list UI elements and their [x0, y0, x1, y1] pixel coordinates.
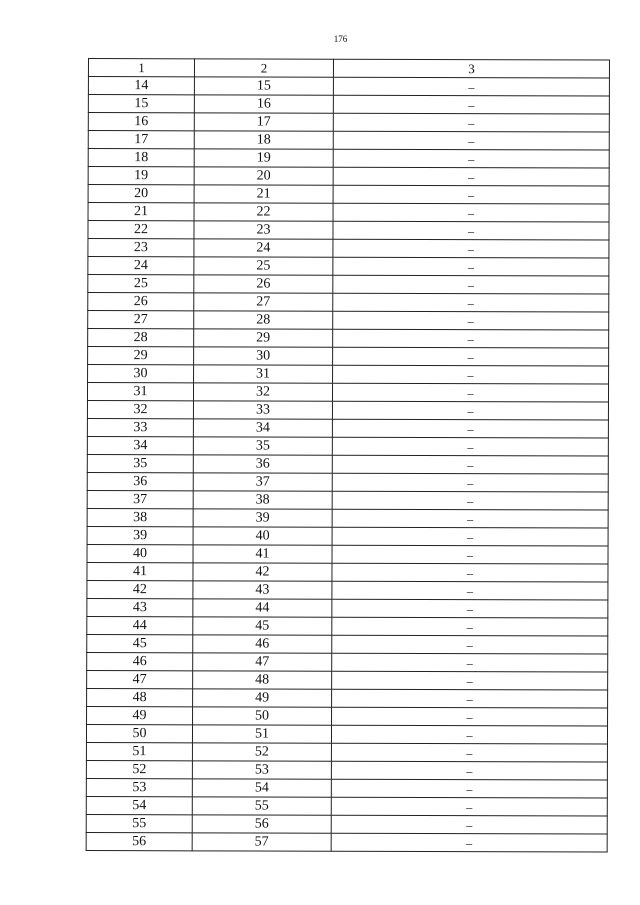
table-cell-col-1: 53: [86, 778, 192, 796]
table-cell-col-2: 40: [193, 527, 332, 545]
table-cell-col-2: 56: [192, 815, 331, 833]
table-row: [88, 203, 609, 223]
table-cell-col-1: 54: [86, 796, 192, 814]
table-cell-col-2: 22: [194, 203, 333, 221]
table-cell-col-1: 34: [87, 436, 193, 454]
table-cell-col-3: –: [333, 293, 609, 312]
table-cell-col-3: –: [333, 149, 609, 168]
table-row: [88, 239, 609, 259]
table-cell-col-2: 25: [194, 257, 333, 275]
table-cell-col-2: 17: [194, 113, 333, 131]
table-cell-col-3: –: [333, 365, 609, 384]
table-cell-col-2: 51: [192, 725, 331, 743]
table-row: [88, 167, 609, 187]
table-cell-col-3: –: [332, 599, 608, 618]
table-cell-col-2: 33: [193, 401, 332, 419]
table-row: [88, 293, 609, 313]
table-row: [87, 400, 608, 420]
table-row: [88, 185, 609, 205]
table-cell-col-1: 33: [87, 418, 193, 436]
table-cell-col-1: 47: [87, 670, 193, 688]
data-table: [86, 58, 610, 853]
table-row: [87, 706, 608, 726]
table-cell-col-2: 28: [194, 311, 333, 329]
table-row: [86, 814, 607, 834]
table-cell-col-2: 53: [192, 761, 331, 779]
column-header-2: 2: [194, 59, 333, 77]
table-row: [87, 562, 608, 582]
table-cell-col-2: 16: [194, 95, 333, 113]
table-cell-col-3: –: [332, 383, 608, 402]
table-cell-col-3: –: [331, 725, 607, 744]
table-cell-col-2: 34: [193, 419, 332, 437]
table-cell-col-2: 54: [192, 779, 331, 797]
table-cell-col-3: –: [332, 509, 608, 528]
table-cell-col-1: 16: [88, 113, 194, 131]
table-cell-col-3: –: [332, 563, 608, 582]
table-cell-col-3: –: [331, 797, 607, 816]
table-cell-col-1: 42: [87, 580, 193, 598]
table-cell-col-2: 21: [194, 185, 333, 203]
table-cell-col-2: 36: [193, 455, 332, 473]
table-cell-col-3: –: [333, 347, 609, 366]
table-cell-col-1: 27: [88, 311, 194, 329]
table-row: [86, 724, 607, 744]
table-cell-col-3: –: [331, 779, 607, 798]
table-row: [87, 383, 608, 403]
table-cell-col-3: –: [332, 491, 608, 510]
table-row: [87, 688, 608, 708]
table-cell-col-1: 50: [86, 724, 192, 742]
table-cell-col-2: 50: [193, 707, 332, 725]
table-cell-col-2: 48: [193, 671, 332, 689]
table-cell-col-1: 49: [87, 706, 193, 724]
table-cell-col-3: –: [333, 77, 609, 96]
table-cell-col-1: 44: [87, 616, 193, 634]
table-cell-col-3: –: [332, 671, 608, 690]
table-cell-col-2: 44: [193, 599, 332, 617]
table-row: [87, 526, 608, 546]
table-cell-col-3: –: [333, 185, 609, 204]
table-cell-col-1: 17: [88, 131, 194, 149]
table-cell-col-1: 32: [87, 400, 193, 418]
table-cell-col-3: –: [333, 131, 609, 150]
table-cell-col-3: –: [333, 239, 609, 258]
table-row: [87, 616, 608, 636]
table-cell-col-1: 55: [86, 814, 192, 832]
table-row: [88, 347, 609, 367]
table-cell-col-1: 41: [87, 562, 193, 580]
table-cell-col-3: –: [332, 707, 608, 726]
table-cell-col-2: 55: [192, 797, 331, 815]
table-cell-col-2: 15: [194, 77, 333, 95]
table-row: [88, 365, 609, 385]
table-cell-col-3: –: [332, 617, 608, 636]
table-cell-col-3: –: [332, 473, 608, 492]
table-row: [86, 778, 607, 798]
table-row: [88, 311, 609, 331]
table-body: [86, 77, 609, 853]
table-cell-col-3: –: [332, 527, 608, 546]
table-cell-col-1: 39: [87, 526, 193, 544]
page-number: 176: [333, 34, 348, 44]
table-cell-col-3: –: [332, 635, 608, 654]
table-cell-col-1: 28: [88, 329, 194, 347]
table-header-row: [88, 59, 609, 79]
table-cell-col-1: 24: [88, 257, 194, 275]
table-cell-col-3: –: [333, 203, 609, 222]
table-cell-col-2: 23: [194, 221, 333, 239]
table-cell-col-2: 19: [194, 149, 333, 167]
column-header-3: 3: [333, 59, 609, 78]
table-cell-col-3: –: [331, 743, 607, 762]
table-row: [88, 131, 609, 151]
table-row: [87, 670, 608, 690]
table-cell-col-1: 14: [88, 77, 194, 95]
table-cell-col-1: 25: [88, 275, 194, 293]
table-row: [87, 598, 608, 618]
table-cell-col-3: –: [333, 113, 609, 132]
table-cell-col-2: 37: [193, 473, 332, 491]
table-row: [86, 742, 607, 762]
table-cell-col-1: 40: [87, 544, 193, 562]
table-cell-col-2: 49: [193, 689, 332, 707]
table-cell-col-1: 15: [88, 95, 194, 113]
table-cell-col-2: 52: [192, 743, 331, 761]
table-cell-col-1: 45: [87, 634, 193, 652]
table-cell-col-2: 43: [193, 581, 332, 599]
table-cell-col-1: 36: [87, 472, 193, 490]
table-cell-col-1: 38: [87, 508, 193, 526]
table-row: [87, 418, 608, 438]
table-row: [88, 275, 609, 295]
table-row: [87, 652, 608, 672]
table-row: [86, 796, 607, 816]
table-cell-col-2: 39: [193, 509, 332, 527]
table-cell-col-3: –: [331, 815, 607, 834]
table-cell-col-3: –: [332, 437, 608, 456]
table-cell-col-1: 35: [87, 454, 193, 472]
table-cell-col-3: –: [332, 689, 608, 708]
table-cell-col-1: 18: [88, 149, 194, 167]
table-cell-col-2: 38: [193, 491, 332, 509]
table-cell-col-2: 29: [194, 329, 333, 347]
table-cell-col-1: 19: [88, 167, 194, 185]
table-cell-col-1: 37: [87, 490, 193, 508]
table-cell-col-2: 46: [193, 635, 332, 653]
table-cell-col-2: 26: [194, 275, 333, 293]
table-row: [87, 508, 608, 528]
table-cell-col-2: 31: [194, 365, 333, 383]
table-cell-col-1: 20: [88, 185, 194, 203]
table-row: [87, 580, 608, 600]
table-cell-col-3: –: [332, 545, 608, 564]
table-cell-col-1: 48: [87, 688, 193, 706]
table-cell-col-1: 56: [86, 832, 192, 850]
table-row: [88, 113, 609, 133]
table-row: [86, 760, 607, 780]
table-cell-col-1: 43: [87, 598, 193, 616]
table-row: [88, 77, 609, 97]
table-cell-col-2: 47: [193, 653, 332, 671]
table-row: [88, 221, 609, 241]
table-cell-col-3: –: [333, 167, 609, 186]
table-cell-col-1: 23: [88, 239, 194, 257]
table-cell-col-2: 35: [193, 437, 332, 455]
table-cell-col-1: 52: [86, 760, 192, 778]
table-cell-col-3: –: [332, 653, 608, 672]
table-cell-col-2: 57: [192, 833, 331, 851]
table-row: [88, 329, 609, 349]
column-header-1: 1: [88, 59, 194, 77]
table-cell-col-2: 18: [194, 131, 333, 149]
table-cell-col-3: –: [332, 419, 608, 438]
table-row: [87, 436, 608, 456]
table-cell-col-3: –: [333, 95, 609, 114]
table-cell-col-1: 29: [88, 347, 194, 365]
table-cell-col-1: 22: [88, 221, 194, 239]
table-cell-col-2: 42: [193, 563, 332, 581]
table-cell-col-1: 51: [86, 742, 192, 760]
table-cell-col-1: 26: [88, 293, 194, 311]
table-cell-col-1: 30: [88, 365, 194, 383]
table-cell-col-1: 31: [87, 383, 193, 401]
table-row: [88, 95, 609, 115]
table-row: [88, 257, 609, 277]
table-cell-col-2: 32: [193, 383, 332, 401]
table-row: [87, 490, 608, 510]
table-cell-col-3: –: [332, 401, 608, 420]
table-cell-col-3: –: [332, 581, 608, 600]
table-cell-col-3: –: [332, 455, 608, 474]
table-cell-col-2: 30: [194, 347, 333, 365]
table-cell-col-1: 21: [88, 203, 194, 221]
table-row: [87, 634, 608, 654]
table-cell-col-3: –: [331, 761, 607, 780]
table-row: [87, 472, 608, 492]
table-cell-col-2: 27: [194, 293, 333, 311]
table-cell-col-3: –: [333, 257, 609, 276]
table-cell-col-3: –: [333, 275, 609, 294]
table-cell-col-2: 41: [193, 545, 332, 563]
table-cell-col-1: 46: [87, 652, 193, 670]
table-row: [87, 454, 608, 474]
table-cell-col-2: 20: [194, 167, 333, 185]
table-cell-col-3: –: [333, 329, 609, 348]
table-cell-col-2: 24: [194, 239, 333, 257]
table-cell-col-3: –: [331, 833, 607, 852]
table-cell-col-3: –: [333, 311, 609, 330]
table-row: [86, 832, 607, 852]
table-cell-col-2: 45: [193, 617, 332, 635]
table-cell-col-3: –: [333, 221, 609, 240]
table-row: [87, 544, 608, 564]
table-row: [88, 149, 609, 169]
